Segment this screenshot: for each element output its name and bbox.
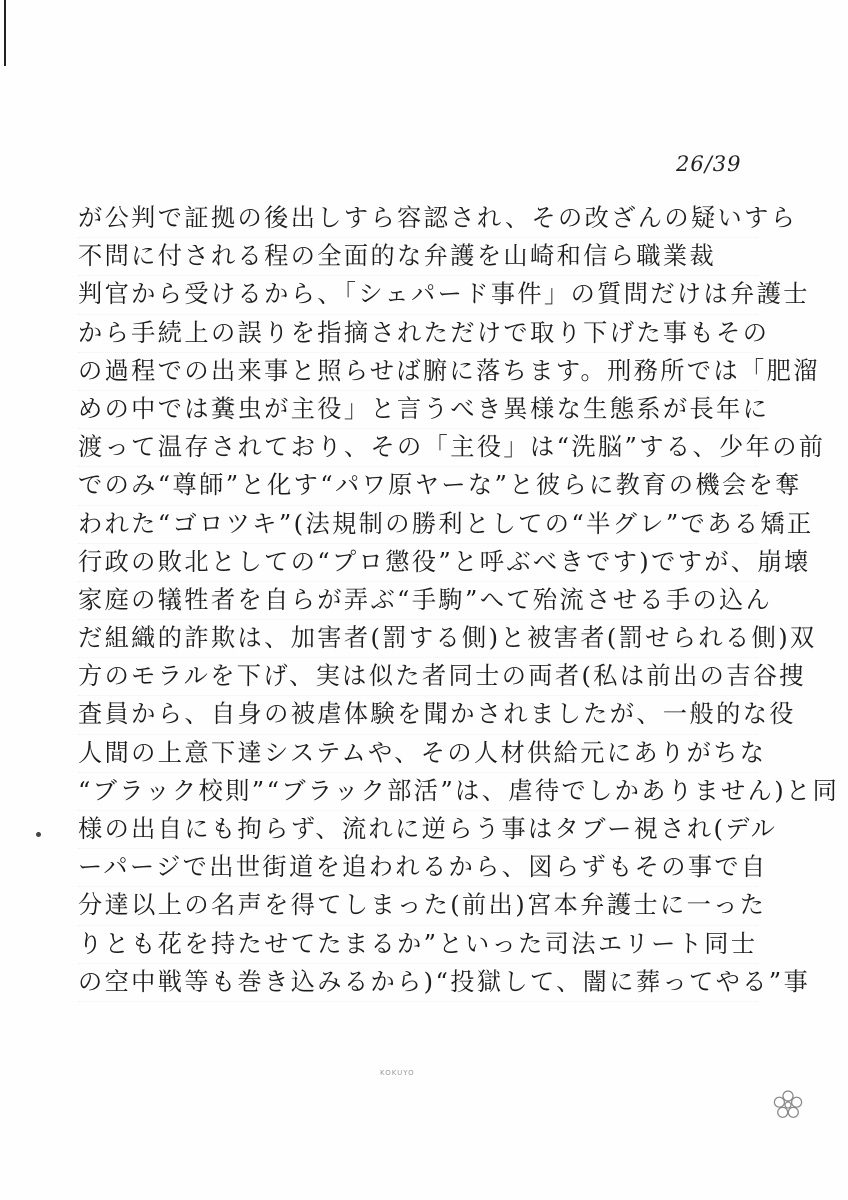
- text-line: 行政の敗北としての“プロ懲役”と呼ぶべきです)ですが、崩壊: [78, 544, 758, 582]
- text-line: から手続上の誤りを指摘されただけで取り下げた事もその: [78, 315, 758, 353]
- text-line: 分達以上の名声を得てしまった(前出)宮本弁護士に一った: [78, 887, 758, 925]
- brand-label: KOKUYO: [380, 1069, 415, 1077]
- page-edge-line: [4, 0, 6, 66]
- text-line: “ブラック校則”“ブラック部活”は、虐待でしかありません)と同: [78, 773, 758, 811]
- text-line: 不問に付される程の全面的な弁護を山崎和信ら職業裁: [78, 238, 758, 276]
- page-number: 26/39: [676, 152, 742, 176]
- text-line: だ組織的詐欺は、加害者(罰する側)と被害者(罰せられる側)双: [78, 620, 758, 658]
- text-line: 渡って温存されており、その「主役」は“洗脳”する、少年の前: [78, 429, 758, 467]
- text-line: の過程での出来事と照らせば腑に落ちます。刑務所では「肥溜: [78, 353, 758, 391]
- text-line: でのみ“尊師”と化す“パワ原ヤーな”と彼らに教育の機会を奪: [78, 467, 758, 505]
- sakura-flower-icon: [770, 1087, 806, 1123]
- text-line: 様の出自にも拘らず、流れに逆らう事はタブー視され(デル: [78, 811, 758, 849]
- text-line: われた“ゴロツキ”(法規制の勝利としての“半グレ”である矯正: [78, 506, 758, 544]
- text-line: めの中では糞虫が主役」と言うべき異様な生態系が長年に: [78, 391, 758, 429]
- text-line: 家庭の犠牲者を自らが弄ぶ“手駒”へて殆流させる手の込ん: [78, 582, 758, 620]
- text-line: 判官から受けるから、「シェパード事件」の質問だけは弁護士: [78, 276, 758, 314]
- text-line: 人間の上意下達システムや、その人材供給元にありがちな: [78, 735, 758, 773]
- text-line: 方のモラルを下げ、実は似た者同士の両者(私は前出の吉谷捜: [78, 658, 758, 696]
- binder-hole-mark: [36, 832, 41, 837]
- text-line: りとも花を持たせてたまるか”といった司法エリート同士: [78, 926, 758, 964]
- text-line: が公判で証拠の後出しすら容認され、その改ざんの疑いすら: [78, 200, 758, 238]
- text-line: ーパージで出世街道を追われるから、図らずもその事で自: [78, 849, 758, 887]
- text-line: の空中戦等も巻き込みるから)“投獄して、闇に葬ってやる”事: [78, 964, 758, 1002]
- handwritten-text-body: [78, 200, 840, 1002]
- text-line: 査員から、自身の被虐体験を聞かされましたが、一般的な役: [78, 696, 758, 734]
